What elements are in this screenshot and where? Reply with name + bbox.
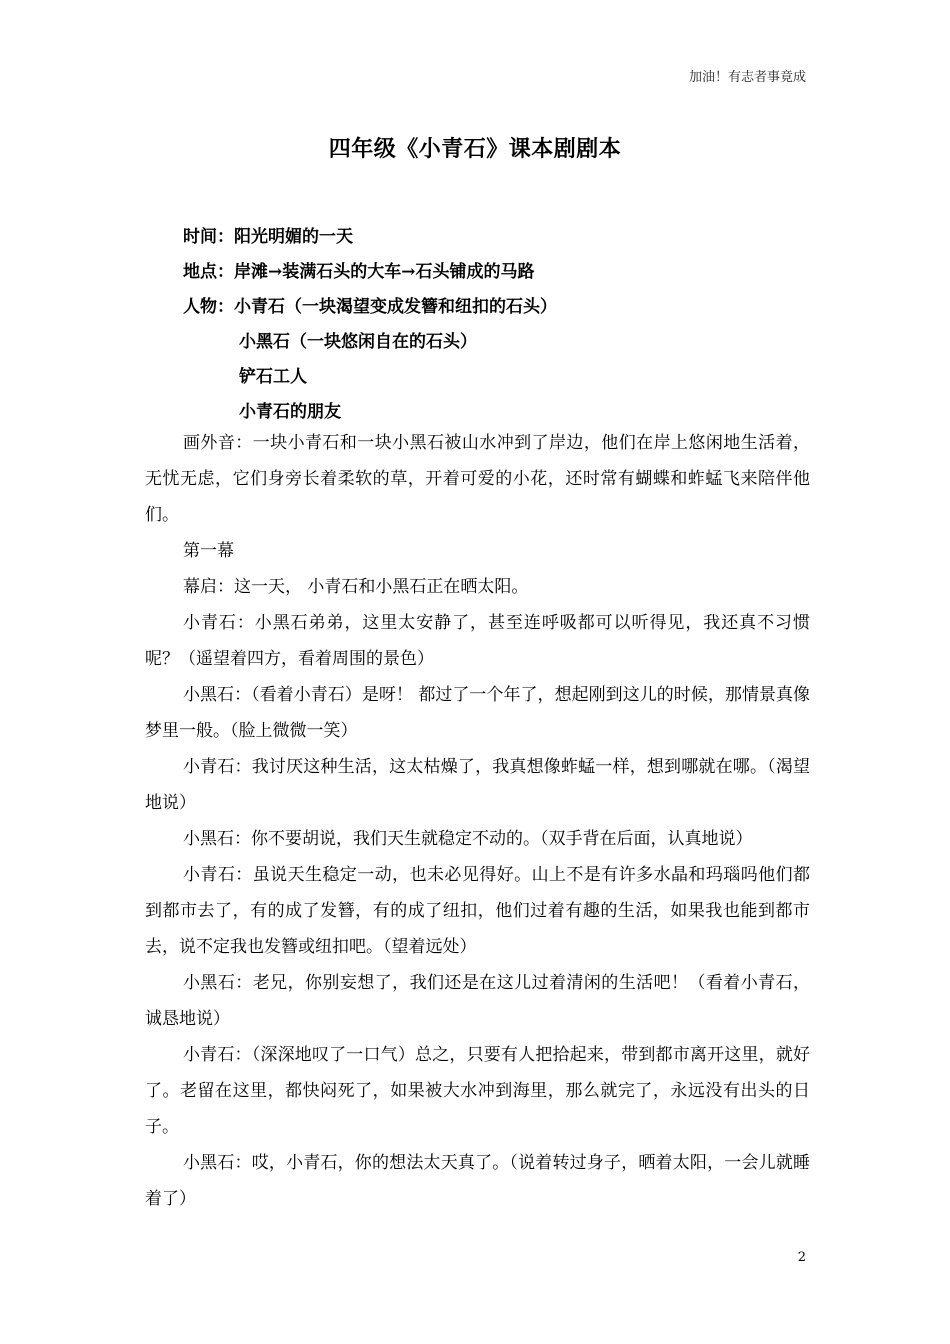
script-body [145,425,810,1217]
place-line: 地点：岸滩→装满石头的大车→石头铺成的马路 [183,262,535,282]
time-line: 时间：阳光明媚的一天 [183,227,353,247]
page-number: 2 [797,1250,806,1265]
character-item: 小黑石（一块悠闲自在的石头） [239,332,477,352]
dialogue-paragraph: 小青石：（深深地叹了一口气）总之，只要有人把拾起来，带到都市离开这里，就好了。老留在这里，都快闷死了，如果被大水冲到海里，那么就完了，永远没有出头的日子。 [145,1045,810,1137]
dialogue-paragraph: 小黑石：哎，小青石，你的想法太天真了。（说着转过身子，晒着太阳，一会儿就睡着了） [145,1153,810,1209]
dialogue-paragraph: 小黑石：老兄，你别妄想了，我们还是在这儿过着清闲的生活吧！（看着小青石，诚恳地说） [145,973,810,1029]
dialogue-paragraph: 小黑石：你不要胡说，我们天生就稳定不动的。（双手背在后面，认真地说） [183,829,753,849]
stage-direction-paragraph: 幕启：这一天， 小青石和小黑石正在晒太阳。 [183,577,529,597]
narration-paragraph: 画外音：一块小青石和一块小黑石被山水冲到了岸边，他们在岸上悠闲地生活着，无忧无虑，它们身旁长着柔软的草，开着可爱的小花，还时常有蝴蝶和蚱蜢飞来陪伴他们。 [145,433,810,525]
dialogue-paragraph: 小青石：小黑石弟弟，这里太安静了，甚至连呼吸都可以听得见，我还真不习惯呢？（遥望着四方，看着周围的景色） [145,613,810,669]
dialogue-paragraph: 小青石：我讨厌这种生活，这太枯燥了，我真想像蚱蜢一样，想到哪就在哪。（渴望地说） [145,757,810,813]
document-title: 四年级《小青石》课本剧剧本 [328,136,622,162]
dialogue-paragraph: 小黑石：（看着小青石）是呀！ 都过了一个年了，想起刚到这儿的时候，那情景真像梦里一般。（脸上微微一笑） [145,685,810,741]
dialogue-paragraph: 小青石：虽说天生稳定一动，也未必见得好。山上不是有许多水晶和玛瑙吗他们都到都市去了，有的成了发簪，有的成了纽扣，他们过着有趣的生活，如果我也能到都市去，说不定我也发簪或纽扣吧。（望着远处） [145,865,810,957]
character-item: 铲石工人 [239,367,307,387]
characters-line: 人物：小青石（一块渴望变成发簪和纽扣的石头） [183,297,557,317]
character-item: 小青石的朋友 [239,402,341,422]
script-info-block [183,220,823,430]
act-heading: 第一幕 [183,541,234,561]
page-header: 加油！有志者事竟成 [688,70,806,85]
